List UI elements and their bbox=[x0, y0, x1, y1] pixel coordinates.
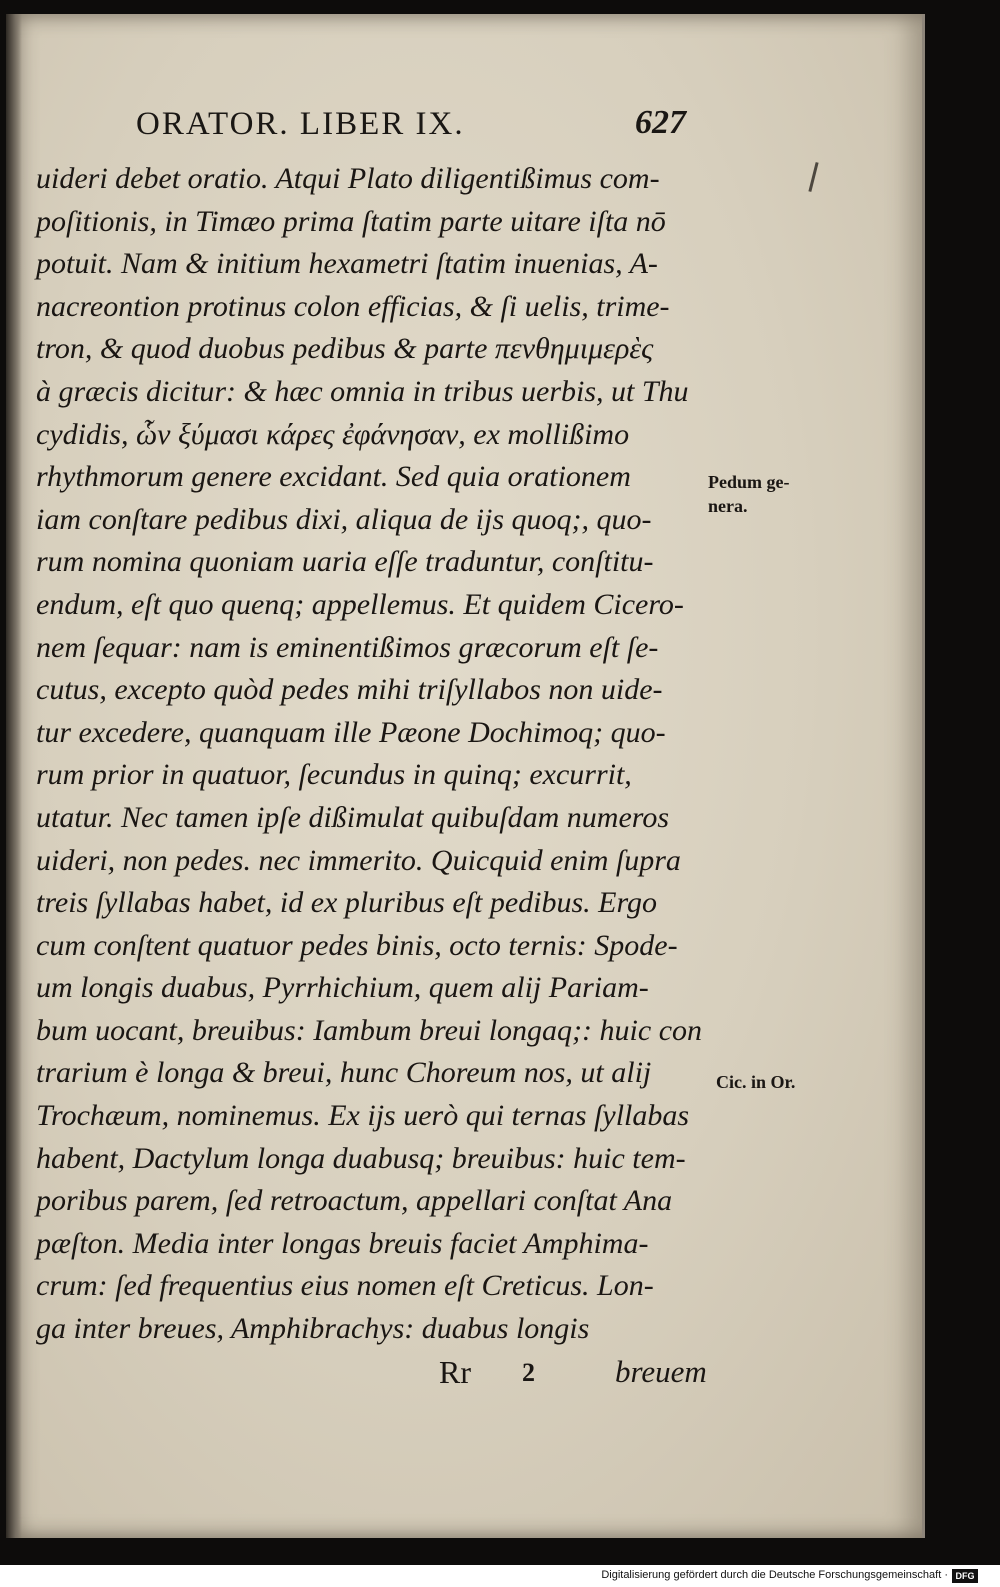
text-line: poſitionis, in Timæo prima ſtatim parte uitare iſta nō bbox=[36, 204, 666, 238]
signature-mark: Rr bbox=[439, 1354, 471, 1390]
text-line: nem ſequar: nam is eminentißimos græcorum eſt ſe- bbox=[36, 630, 659, 664]
text-line: treis ſyllabas habet, id ex pluribus eſt pedibus. Ergo bbox=[36, 886, 658, 920]
margin-note-line: Cic. in Or. bbox=[716, 1072, 796, 1092]
dfg-logo-icon: DFG bbox=[952, 1569, 978, 1583]
page-number: 627 bbox=[635, 104, 686, 141]
running-head-title: ORATOR. LIBER IX. bbox=[136, 106, 465, 142]
text-line: tur excedere, quanquam ille Pæone Dochimoq; quo- bbox=[36, 715, 666, 749]
text-line: uideri, non pedes. nec immerito. Quicquid enim ſupra bbox=[36, 843, 681, 877]
text-line: nacreontion protinus colon efficias, & ſi uelis, trime- bbox=[36, 289, 670, 323]
text-line: cydidis, ὧν ξύμασι κάρες ἐφάνησαν, ex mollißimo bbox=[36, 417, 630, 451]
text-line: potuit. Nam & initium hexametri ſtatim inuenias, A- bbox=[36, 247, 658, 281]
text-line: um longis duabus, Pyrrhichium, quem alij Pariam- bbox=[36, 971, 649, 1005]
text-line: habent, Dactylum longa duabusq; breuibus: huic tem- bbox=[36, 1141, 686, 1175]
pen-mark bbox=[808, 162, 818, 192]
text-line: rhythmorum genere excidant. Sed quia orationem bbox=[36, 460, 631, 494]
running-head bbox=[126, 106, 686, 150]
book-page bbox=[6, 14, 925, 1538]
text-line: pæſton. Media inter longas breuis faciet Amphima- bbox=[36, 1226, 649, 1260]
margin-note-pedum-genera bbox=[708, 470, 789, 518]
text-line: Trochæum, nominemus. Ex ijs uerò qui ternas ſyllabas bbox=[36, 1099, 690, 1133]
text-line: rum nomina quoniam uaria eſſe traduntur, conſtitu- bbox=[36, 545, 654, 579]
catchword: breuem bbox=[615, 1354, 707, 1389]
text-line: utatur. Nec tamen ipſe dißimulat quibuſdam numeros bbox=[36, 800, 670, 834]
signature-number: 2 bbox=[522, 1358, 535, 1387]
margin-note-cicero bbox=[716, 1070, 795, 1094]
margin-note-line: nera. bbox=[708, 496, 748, 516]
text-line: bum uocant, breuibus: Iambum breui longaq;: huic con bbox=[36, 1013, 703, 1047]
text-line: crum: ſed frequentius eius nomen eſt Creticus. Lon- bbox=[36, 1269, 654, 1303]
text-line: à græcis dicitur: & hæc omnia in tribus uerbis, ut Thu bbox=[36, 374, 689, 408]
footer-credit: Digitalisierung gefördert durch die Deutsche Forschungsgemeinschaft · bbox=[601, 1569, 948, 1581]
body-text bbox=[36, 158, 716, 1351]
text-line: trarium è longa & breui, hunc Choreum nos, ut alij bbox=[36, 1056, 652, 1090]
text-line: poribus parem, ſed retroactum, appellari conſtat Ana bbox=[36, 1184, 673, 1218]
text-line: cum conſtent quatuor pedes binis, octo ternis: Spode- bbox=[36, 928, 678, 962]
text-line: ga inter breues, Amphibrachys: duabus longis bbox=[36, 1312, 590, 1346]
text-line: iam conſtare pedibus dixi, aliqua de ijs quoq;, quo- bbox=[36, 502, 652, 536]
text-line: cutus, excepto quòd pedes mihi triſyllabos non uide- bbox=[36, 673, 663, 707]
text-line: tron, & quod duobus pedibus & parte πενθημιμερὲς bbox=[36, 332, 654, 366]
footer-bar bbox=[0, 1565, 1000, 1587]
text-line: rum prior in quatuor, ſecundus in quinq; excurrit, bbox=[36, 758, 632, 792]
text-line: endum, eſt quo quenq; appellemus. Et quidem Cicero- bbox=[36, 587, 684, 621]
margin-note-line: Pedum ge- bbox=[708, 472, 790, 492]
page-spine-shadow bbox=[6, 14, 22, 1538]
text-line: uideri debet oratio. Atqui Plato diligentißimus com- bbox=[36, 162, 660, 195]
